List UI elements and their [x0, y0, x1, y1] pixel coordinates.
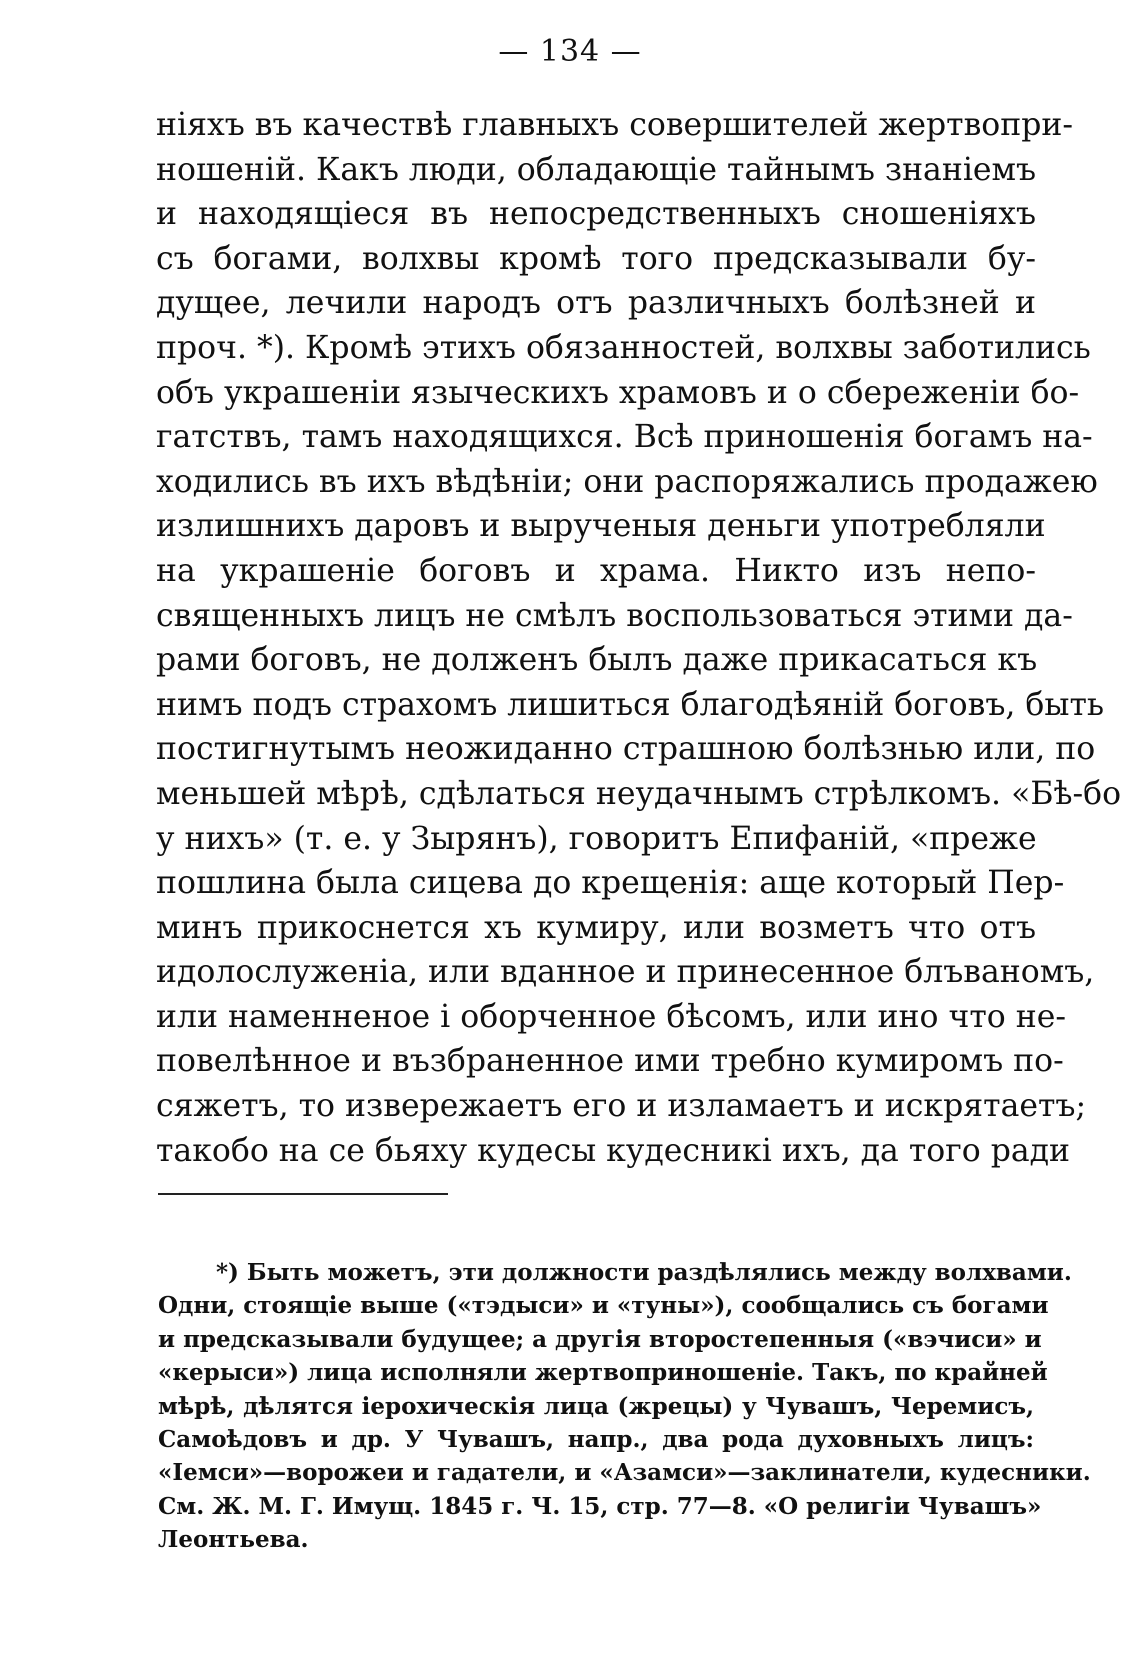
body-line: или наменненое і оборченное бѣсомъ, или ино что не-: [156, 998, 1067, 1035]
body-line: идолослуженіа, или вданное и принесенное блъваномъ,: [156, 954, 1095, 991]
body-line: ходились въ ихъ вѣдѣніи; они распоряжались продажею: [156, 463, 1098, 500]
footnote-line: Одни, стоящіе выше («тэдыси» и «туны»), сообщались съ богами: [158, 1292, 1049, 1320]
footnote-line: См. Ж. М. Г. Имущ. 1845 г. Ч. 15, стр. 77—8. «О религіи Чувашъ»: [158, 1492, 1042, 1520]
body-line: на украшеніе боговъ и храма. Никто изъ непо-: [156, 552, 1036, 589]
body-line: пошлина была сицева до крещенія: аще который Пер-: [156, 865, 1065, 902]
body-line: проч. *). Кромѣ этихъ обязанностей, волхвы заботились: [156, 329, 1091, 366]
body-line: нимъ подъ страхомъ лишиться благодѣяній боговъ, быть: [156, 686, 1105, 723]
body-line: минъ прикоснется хъ кумиру, или возметъ что отъ: [156, 909, 1036, 946]
body-line: у нихъ» (т. е. у Зырянъ), говоритъ Епифаній, «преже: [156, 820, 1037, 857]
body-line: священныхъ лицъ не смѣлъ воспользоваться этими да-: [156, 597, 1073, 634]
footnote-separator: [158, 1193, 448, 1195]
footnote-line: мѣрѣ, дѣлятся іерохическія лица (жрецы) у Чувашъ, Черемисъ,: [158, 1392, 1034, 1420]
body-line: сяжетъ, то извережаетъ его и изламаетъ и искрятаетъ;: [156, 1088, 1087, 1125]
footnote-line: «Іемси»—ворожеи и гадатели, и «Азамси»—заклинатели, кудесники.: [158, 1459, 1091, 1487]
body-line: повелѣнное и възбраненное ими требно кумиромъ по-: [156, 1043, 1064, 1080]
body-line: дущее, лечили народъ отъ различныхъ болѣзней и: [156, 285, 1036, 322]
body-line: такобо на се бьяху кудесы кудесникі ихъ, да того ради: [156, 1132, 1071, 1169]
footnote-line: *) Быть можетъ, эти должности раздѣлялись между волхвами.: [216, 1259, 1072, 1286]
body-line: рами боговъ, не долженъ былъ даже прикасаться къ: [156, 642, 1038, 679]
body-line: объ украшеніи языческихъ храмовъ и о сбереженіи бо-: [156, 374, 1080, 411]
body-line: меньшей мѣрѣ, сдѣлаться неудачнымъ стрѣлкомъ. «Бѣ-бо: [156, 775, 1122, 812]
footnote-line: «керыси») лица исполняли жертвоприношеніе. Такъ, по крайней: [158, 1359, 1048, 1387]
body-text: [156, 103, 1122, 1173]
page-number: — 134 —: [498, 34, 642, 69]
body-line: съ богами, волхвы кромѣ того предсказывали бу-: [156, 240, 1036, 277]
body-line: гатствъ, тамъ находящихся. Всѣ приношенія богамъ на-: [156, 419, 1093, 456]
footnote-line: и предсказывали будущее; а другія второстепенныя («вэчиси» и: [158, 1325, 1042, 1353]
footnote: [158, 1256, 1091, 1557]
body-line: постигнутымъ неожиданно страшною болѣзнью или, по: [156, 731, 1096, 768]
body-line: ношеній. Какъ люди, обладающіе тайнымъ знаніемъ: [156, 151, 1037, 188]
footnote-line: Леонтьева.: [158, 1526, 309, 1554]
footnote-line: Самоѣдовъ и др. У Чувашъ, напр., два рода духовныхъ лицъ:: [158, 1425, 1034, 1453]
body-line: и находящіеся въ непосредственныхъ сношеніяхъ: [156, 196, 1036, 233]
body-line: ніяхъ въ качествѣ главныхъ совершителей жертвопри-: [156, 107, 1074, 143]
body-line: излишнихъ даровъ и вырученыя деньги употребляли: [156, 508, 1046, 545]
